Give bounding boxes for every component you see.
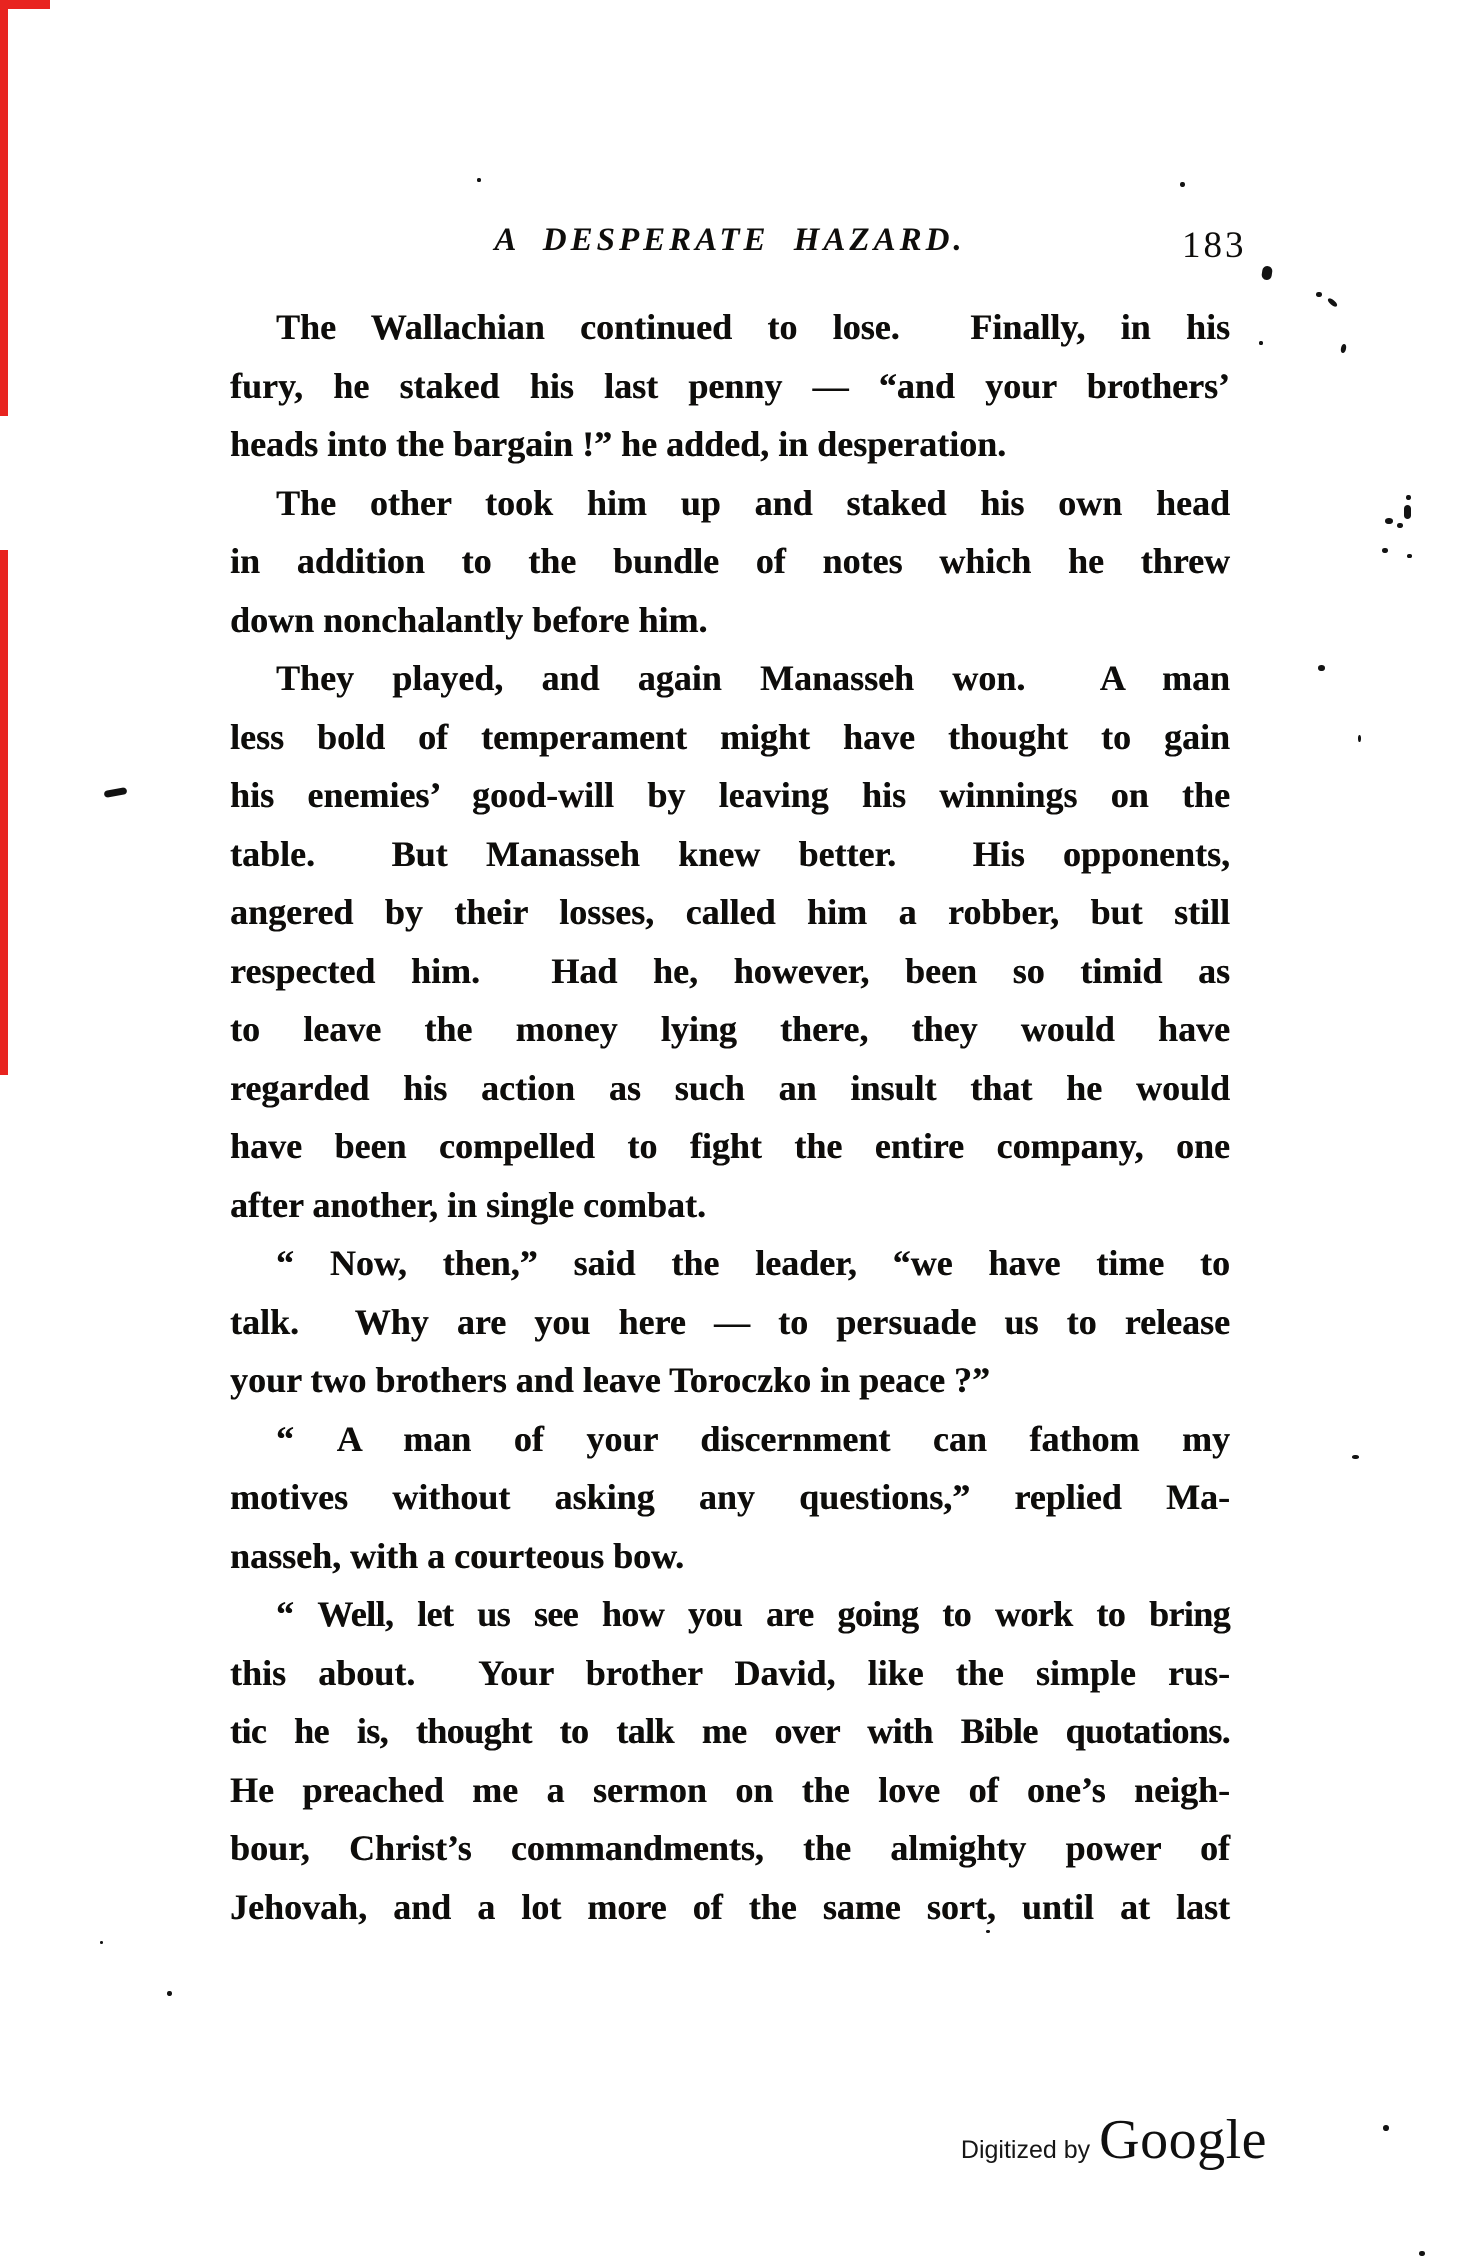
ink-speck <box>1383 2125 1389 2131</box>
ink-speck <box>1382 548 1388 553</box>
text-line: regarded his action as such an insult that he would <box>230 1067 1230 1108</box>
text-line: talk. Why are you here — to persuade us to release <box>230 1301 1230 1342</box>
page-number: 183 <box>1182 225 1247 266</box>
text-line: He preached me a sermon on the love of one’s neigh- <box>230 1769 1230 1810</box>
text-line: The Wallachian continued to lose. Finally, in his <box>276 307 1230 347</box>
ink-speck <box>1316 292 1322 297</box>
text-line: this about. Your brother David, like the simple rus- <box>230 1652 1230 1693</box>
margin-dash-mark <box>104 787 128 798</box>
text-line: Jehovah, and a lot more of the same sort, until at last <box>230 1886 1230 1927</box>
text-line: angered by their losses, called him a robber, but still <box>230 892 1230 932</box>
text-line: table. But Manasseh knew better. His opponents, <box>230 833 1230 874</box>
text-line: “ Well, let us see how you are going to work to bring <box>276 1594 1230 1634</box>
text-line: bour, Christ’s commandments, the almighty power of <box>230 1828 1230 1868</box>
text-line: less bold of temperament might have thought to gain <box>230 716 1230 757</box>
running-header-title: A DESPERATE HAZARD. <box>494 222 966 258</box>
ink-speck <box>1259 341 1263 345</box>
ink-speck <box>477 178 481 182</box>
ink-speck <box>1397 523 1403 528</box>
ink-speck <box>1327 297 1339 308</box>
scan-edge-artifact-left-lower <box>0 550 8 1075</box>
ink-speck <box>1407 554 1412 558</box>
text-line: your two brothers and leave Toroczko in peace ?” <box>230 1360 991 1400</box>
text-line: to leave the money lying there, they would have <box>230 1009 1230 1049</box>
text-line: his enemies’ good-will by leaving his winnings on the <box>230 775 1230 815</box>
text-line: tic he is, thought to talk me over with Bible quotations. <box>230 1711 1230 1751</box>
text-line: nasseh, with a courteous bow. <box>230 1535 685 1576</box>
digitized-by-imprint <box>961 2108 1267 2172</box>
ink-speck <box>986 1930 990 1933</box>
text-line: have been compelled to fight the entire company, one <box>230 1126 1230 1166</box>
body-text-block <box>230 298 1230 1936</box>
text-line: They played, and again Manasseh won. A man <box>276 658 1230 698</box>
ink-speck <box>1318 665 1325 671</box>
ink-speck <box>1352 1455 1359 1459</box>
text-line: fury, he staked his last penny — “and your brothers’ <box>230 365 1230 406</box>
scan-edge-artifact-left-upper <box>0 0 8 416</box>
text-line: motives without asking any questions,” replied Ma- <box>230 1477 1230 1517</box>
ink-speck <box>100 1941 103 1944</box>
ink-speck <box>1261 265 1273 280</box>
ink-speck <box>167 1991 172 1996</box>
ink-speck <box>1358 735 1361 742</box>
text-line: respected him. Had he, however, been so timid as <box>230 950 1230 991</box>
google-logo: Google <box>1099 2109 1267 2171</box>
text-line: “ A man of your discernment can fathom my <box>276 1418 1230 1459</box>
ink-speck <box>1419 2251 1425 2256</box>
text-line: heads into the bargain !” he added, in desperation. <box>230 424 1007 464</box>
ink-speck <box>1180 182 1185 187</box>
text-line: after another, in single combat. <box>230 1184 706 1225</box>
ink-speck <box>1404 505 1411 519</box>
text-line: “ Now, then,” said the leader, “we have time to <box>276 1243 1230 1283</box>
text-line: down nonchalantly before him. <box>230 599 708 640</box>
text-line: The other took him up and staked his own head <box>276 482 1230 523</box>
text-line: in addition to the bundle of notes which he threw <box>230 541 1230 581</box>
ink-speck <box>1385 518 1393 524</box>
ink-speck <box>1340 344 1347 354</box>
ink-speck <box>1406 495 1411 500</box>
digitized-by-label: Digitized by <box>960 2136 1091 2164</box>
